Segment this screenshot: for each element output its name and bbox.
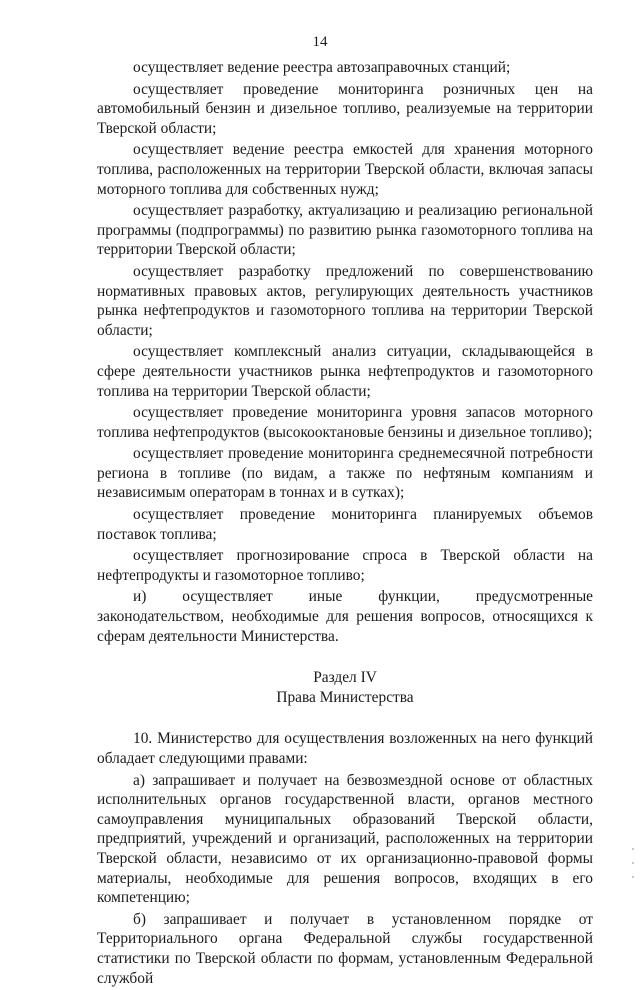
list-item: осуществляет разработку предложений по совершенствованию нормативных правовых актов, регулирующих деятельность участников рынка нефтепродуктов и газомоторного топлива на территории Тверской области; — [97, 262, 593, 339]
list-item: осуществляет проведение мониторинга розничных цен на автомобильный бензин и дизельное топливо, реализуемые на территории Тверской области; — [97, 80, 593, 137]
document-body — [97, 58, 593, 990]
section-number: Раздел IV — [313, 669, 377, 687]
scan-mark — [632, 862, 634, 864]
list-item: осуществляет ведение реестра автозаправочных станций; — [133, 59, 511, 76]
list-item: осуществляет прогнозирование спроса в Тверской области на нефтепродукты и газомоторное топливо; — [97, 547, 593, 584]
list-item: и) осуществляет иные функции, предусмотренные законодательством, необходимые для решения вопросов, относящихся к сферам деятельности Министерства. — [97, 588, 593, 645]
list-item: осуществляет разработку, актуализацию и реализацию региональной программы (подпрограммы) по развитию рынка газомоторного топлива на территории Тверской области; — [97, 202, 593, 259]
list-item: осуществляет комплексный анализ ситуации, складывающейся в сфере деятельности участников рынка нефтепродуктов и газомоторного топлива на территории Тверской области; — [97, 343, 593, 400]
list-item: осуществляет ведение реестра емкостей для хранения моторного топлива, расположенных на территории Тверской области, включая запасы моторного топлива для собственных нужд; — [97, 141, 593, 198]
list-item: осуществляет проведение мониторинга уровня запасов моторного топлива нефтепродуктов (высокооктановые бензины и дизельное топливо); — [97, 404, 593, 441]
list-item: осуществляет проведение мониторинга среднемесячной потребности региона в топливе (по видам, а также по нефтяным компаниям и независимым операторам в тоннах и в сутках); — [97, 445, 593, 502]
scan-mark — [632, 848, 634, 850]
list-item: осуществляет проведение мониторинга планируемых объемов поставок топлива; — [97, 506, 593, 543]
clause-paragraph: а) запрашивает и получает на безвозмездной основе от областных исполнительных органов государственной власти, органов местного самоуправления муниципальных образований Тверской области, предприятий, учреждений и организаций, расположенных на территории Тверской области, независимо от их организационно-правовой формы материалы, необходимые для решения вопросов, входящих в его компетенцию; — [97, 771, 593, 907]
clause-paragraph: 10. Министерство для осуществления возложенных на него функций обладает следующими правами: — [97, 730, 593, 767]
page-number: 14 — [312, 34, 328, 50]
scan-mark — [632, 876, 634, 878]
clause-paragraph: б) запрашивает и получает в установленном порядке от Территориального органа Федеральной службы государственной статистики по Тверской области по формам, установленным Федеральной службой — [97, 910, 593, 987]
section-title: Права Министерства — [276, 688, 414, 706]
